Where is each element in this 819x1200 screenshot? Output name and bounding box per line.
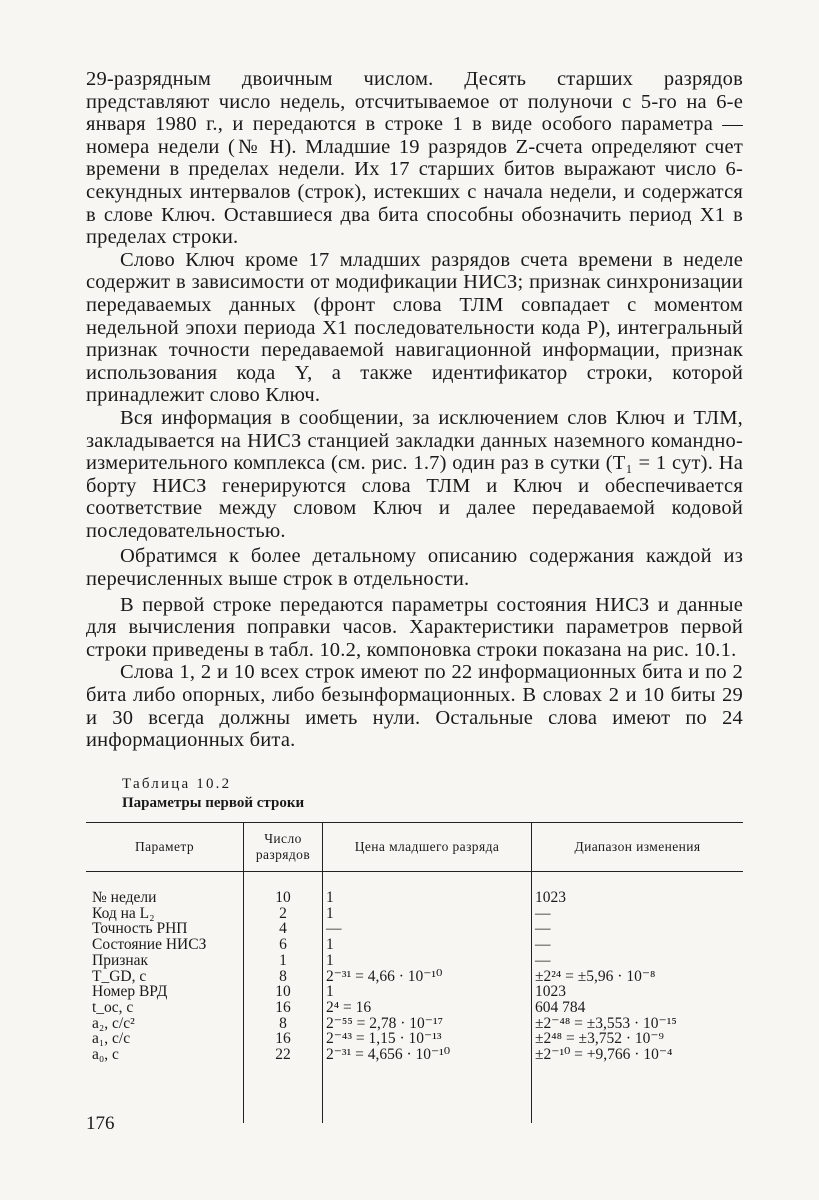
cell-param: № недели bbox=[92, 889, 157, 906]
cell-range: 1023 bbox=[532, 984, 744, 1000]
cell-range: ±2⁴⁸ = ±3,752 · 10⁻⁹ bbox=[532, 1031, 744, 1047]
cell-range: ±2⁻¹⁰ = +9,766 · 10⁻⁴ bbox=[532, 1047, 744, 1123]
cell-param: Признак bbox=[92, 951, 149, 969]
cell-range: ±2⁻⁴⁸ = ±3,553 · 10⁻¹⁵ bbox=[532, 1016, 744, 1032]
table-row bbox=[86, 921, 743, 937]
table-row bbox=[86, 969, 743, 985]
paragraph-5: В первой строке передаются параметры состояния НИСЗ и данные для вычисления поправки часов. Характеристики параметров первой строки приведены в табл. 10.2, компоновка строки показана на рис. 10.1. bbox=[86, 593, 743, 661]
table-row bbox=[86, 1031, 743, 1047]
cell-price: 2⁻³¹ = 4,66 · 10⁻¹⁰ bbox=[323, 969, 532, 985]
cell-bits: 10 bbox=[244, 984, 323, 1000]
cell-price: 1 bbox=[323, 984, 532, 1000]
cell-range: — bbox=[532, 921, 744, 937]
cell-range: 604 784 bbox=[532, 1000, 744, 1016]
table-row bbox=[86, 872, 743, 906]
cell-price: 1 bbox=[323, 906, 532, 922]
parameters-table bbox=[86, 822, 743, 1123]
cell-param: Номер ВРД bbox=[92, 983, 168, 1001]
cell-bits: 16 bbox=[244, 1031, 323, 1047]
cell-param: a₁, c/c bbox=[92, 1030, 131, 1048]
cell-bits: 8 bbox=[244, 1016, 323, 1032]
cell-price: 1 bbox=[323, 937, 532, 953]
header-bits: Число разрядов bbox=[244, 823, 323, 872]
cell-price: 1 bbox=[323, 953, 532, 969]
cell-bits: 8 bbox=[244, 969, 323, 985]
paragraph-4: Обратимся к более детальному описанию содержания каждой из перечисленных выше строк в отдельности. bbox=[86, 545, 743, 591]
table-row bbox=[86, 937, 743, 953]
cell-range: — bbox=[532, 906, 744, 922]
table-title: Параметры первой строки bbox=[122, 795, 305, 811]
cell-bits: 2 bbox=[244, 906, 323, 922]
paragraph-3: Вся информация в сообщении, за исключением слов Ключ и ТЛМ, закладывается на НИСЗ станцией закладки данных наземного командно-измерительного комплекса (см. рис. 1.7) один раз в сутки (T₁ = 1 сут). На борту НИСЗ генерируются слова ТЛМ и Ключ и обеспечивается соответствие между словом Ключ и далее передаваемой кодовой последовательностью. bbox=[86, 406, 743, 542]
cell-price: 2⁴ = 16 bbox=[323, 1000, 532, 1016]
cell-bits: 22 bbox=[244, 1047, 323, 1123]
header-param: Параметр bbox=[86, 823, 244, 872]
paragraph-2: Слово Ключ кроме 17 младших разрядов счета времени в неделе содержит в зависимости от модификации НИСЗ; признак синхронизации передаваемых данных (фронт слова ТЛМ совпадает с моментом недельной эпохи периода X1 последовательности кода P), интегральный признак точности передаваемой навигационной информации, признак использования кода Y, а также идентификатор строки, которой принадлежит слово Ключ. bbox=[86, 248, 743, 407]
header-range: Диапазон изменения bbox=[532, 823, 744, 872]
page-body bbox=[86, 68, 743, 752]
page-number: 176 bbox=[86, 1113, 115, 1134]
cell-param: Точность РНП bbox=[92, 920, 188, 938]
cell-range: 1023 bbox=[532, 872, 744, 906]
cell-bits: 1 bbox=[244, 953, 323, 969]
cell-bits: 10 bbox=[244, 872, 323, 906]
table-header-row bbox=[86, 823, 743, 872]
table-row bbox=[86, 1016, 743, 1032]
cell-price: 1 bbox=[323, 872, 532, 906]
table-label: Таблица 10.2 bbox=[122, 776, 232, 792]
cell-param: a₂, c/c² bbox=[92, 1014, 135, 1032]
cell-bits: 4 bbox=[244, 921, 323, 937]
cell-param: T_GD, c bbox=[92, 967, 147, 985]
cell-bits: 6 bbox=[244, 937, 323, 953]
table-row bbox=[86, 953, 743, 969]
table-caption bbox=[122, 775, 304, 813]
table-row bbox=[86, 1047, 743, 1123]
table-body bbox=[86, 872, 743, 1123]
cell-price: — bbox=[323, 921, 532, 937]
header-price: Цена младшего разряда bbox=[323, 823, 532, 872]
cell-range: — bbox=[532, 937, 744, 953]
cell-range: — bbox=[532, 953, 744, 969]
cell-price: 2⁻³¹ = 4,656 · 10⁻¹⁰ bbox=[323, 1047, 532, 1123]
cell-param: a₀, c bbox=[92, 1046, 119, 1064]
cell-param: Состояние НИСЗ bbox=[92, 936, 207, 954]
table-row bbox=[86, 906, 743, 922]
cell-param: t_oc, c bbox=[92, 998, 134, 1016]
table-row bbox=[86, 1000, 743, 1016]
cell-bits: 16 bbox=[244, 1000, 323, 1016]
cell-range: ±2²⁴ = ±5,96 · 10⁻⁸ bbox=[532, 969, 744, 985]
table-row bbox=[86, 984, 743, 1000]
cell-param: Код на L₂ bbox=[92, 904, 155, 922]
paragraph-1: 29-разрядным двоичным числом. Десять старших разрядов представляют число недель, отсчитываемое от полуночи с 5-го на 6-е января 1980 г., и передаются в строке 1 в виде особого параметра — номера недели (№ Н). Младшие 19 разрядов Z-счета определяют счет времени в пределах недели. Их 17 старших битов выражают число 6-секундных интервалов (строк), истекших с начала недели, и содержатся в слове Ключ. Оставшиеся два бита способны обозначить период X1 в пределах строки. bbox=[86, 68, 743, 249]
paragraph-6: Слова 1, 2 и 10 всех строк имеют по 22 информационных бита и по 2 бита либо опорных, либо безынформационных. В словах 2 и 10 биты 29 и 30 всегда должны иметь нули. Остальные слова имеют по 24 информационных бита. bbox=[86, 661, 743, 752]
cell-price: 2⁻⁵⁵ = 2,78 · 10⁻¹⁷ bbox=[323, 1016, 532, 1032]
cell-price: 2⁻⁴³ = 1,15 · 10⁻¹³ bbox=[323, 1031, 532, 1047]
